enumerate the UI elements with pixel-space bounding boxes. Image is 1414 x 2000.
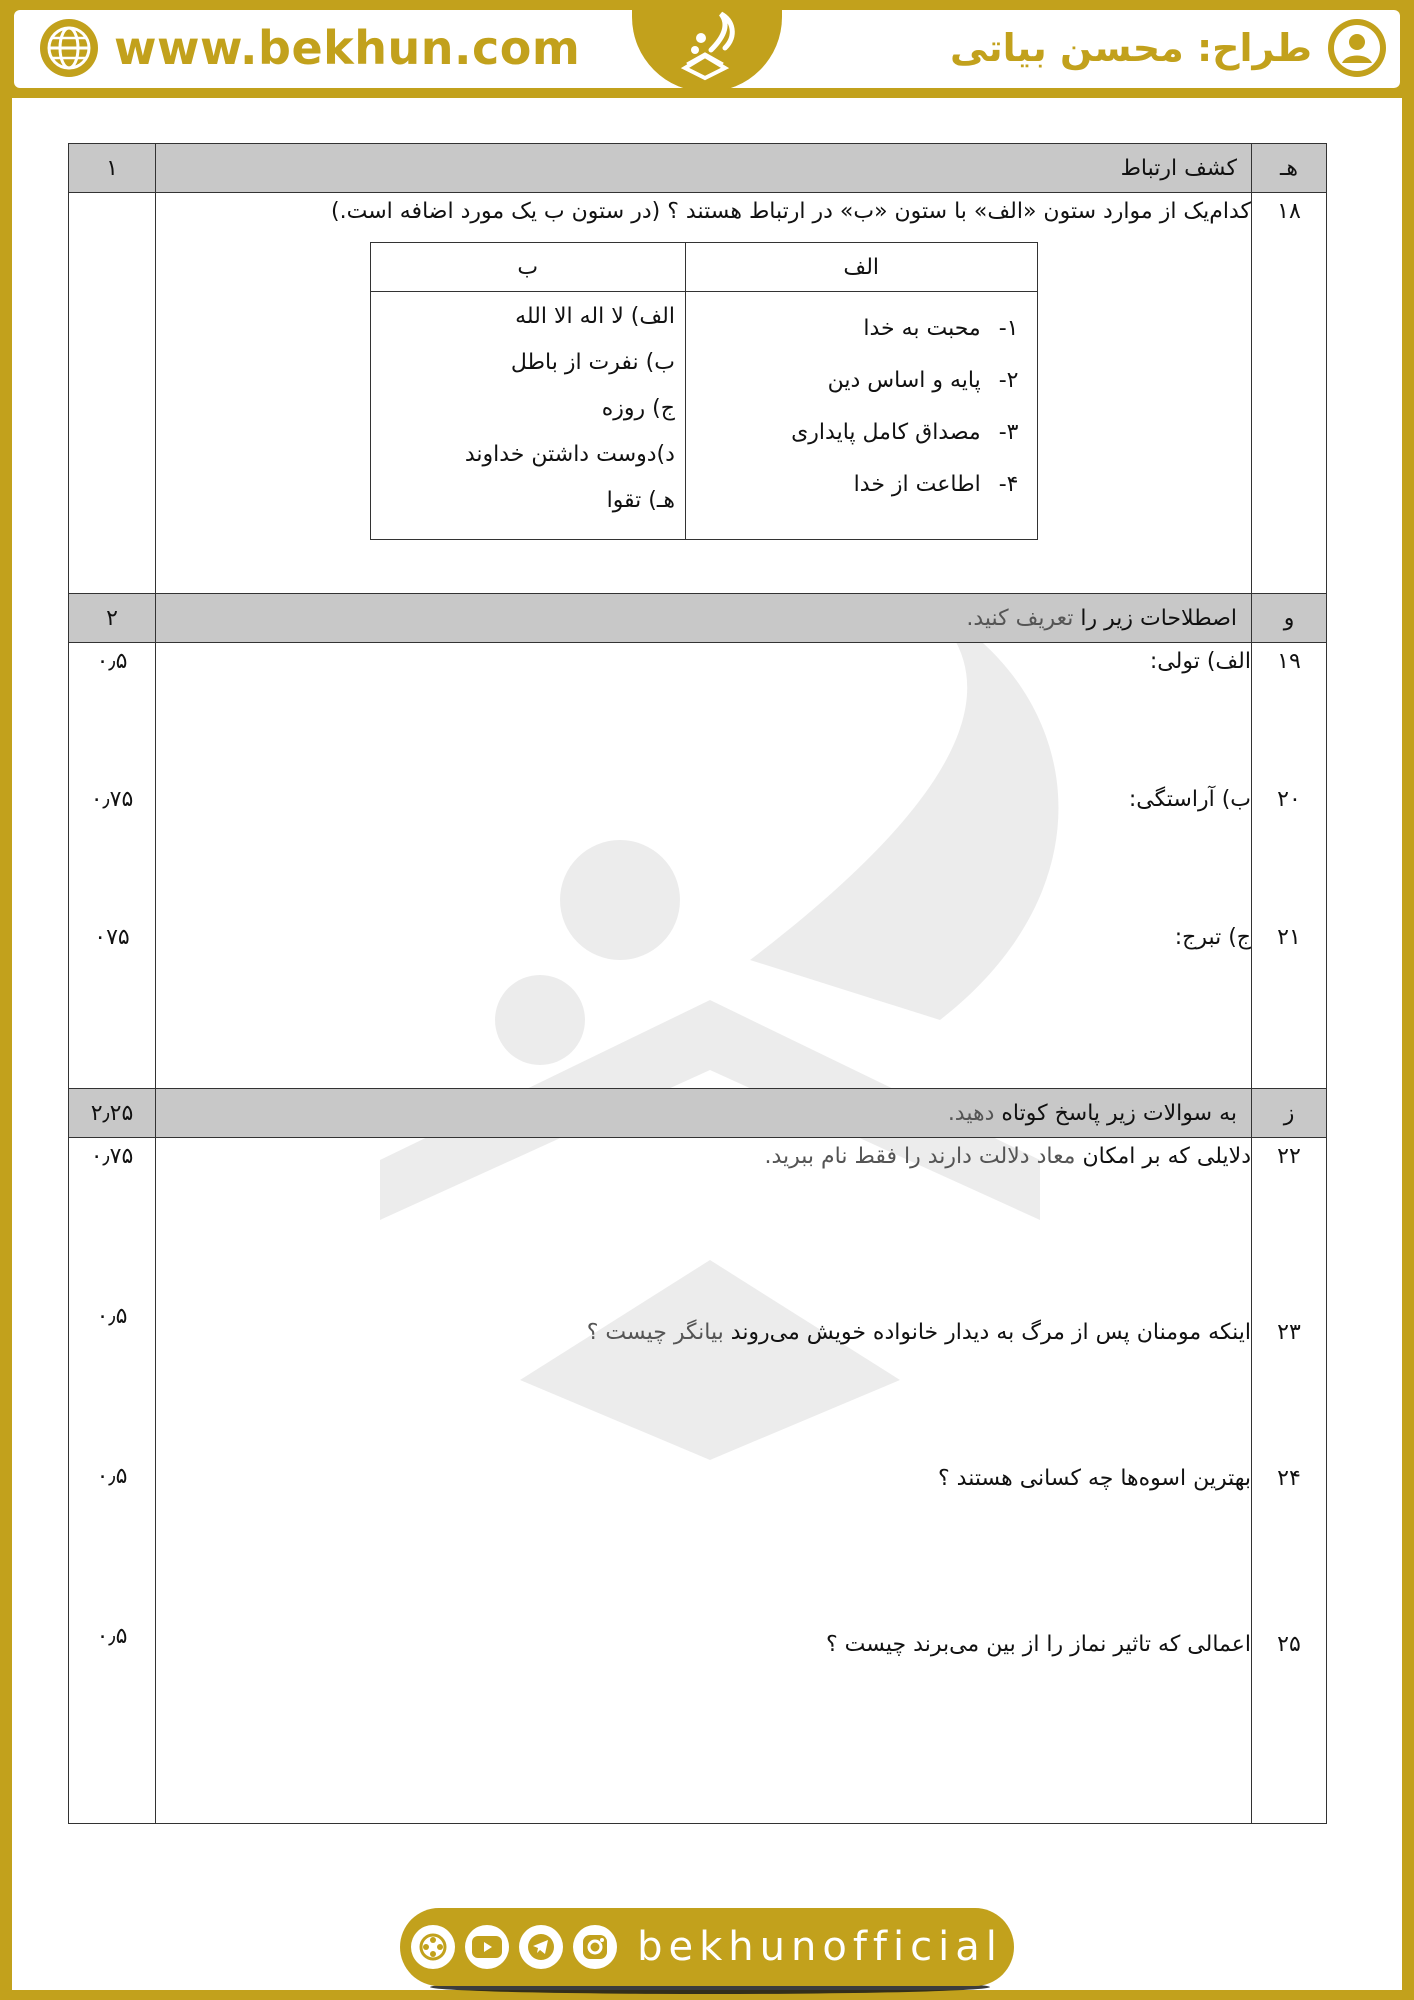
question-number: ۱۸ (1277, 199, 1301, 224)
column-a-item: ۴- اطاعت از خدا (853, 472, 1019, 497)
section-score: ۱ (69, 144, 156, 193)
questions-22-25-row (69, 1138, 1327, 1824)
website-url[interactable]: www.bekhun.com (114, 21, 581, 75)
instagram-icon[interactable] (573, 1925, 617, 1969)
designer-name: طراح: محسن بیاتی (949, 26, 1312, 70)
telegram-icon[interactable] (519, 1925, 563, 1969)
question-score: ۰٫۵ (96, 1464, 128, 1489)
section-letter: و (1252, 594, 1327, 643)
column-a (685, 292, 1037, 540)
question-text: الف) تولی: (1149, 649, 1251, 674)
column-b-item: الف) لا اله الا الله (515, 304, 675, 329)
column-b-item: هـ) تقوا (606, 488, 675, 513)
question-score: ۰۷۵ (94, 925, 130, 950)
youtube-icon[interactable] (465, 1925, 509, 1969)
section-letter: ز (1252, 1089, 1327, 1138)
question-text: بهترین اسوه‌ها چه کسانی هستند ؟ (937, 1466, 1251, 1491)
column-a-item: ۲- پایه و اساس دین (827, 368, 1019, 393)
exam-table (68, 143, 1327, 1824)
question-text: اینکه مومنان پس از مرگ به دیدار خانواده خویش می‌روند بیانگر چیست ؟ (586, 1320, 1251, 1345)
section-v-header (69, 594, 1327, 643)
matching-table (370, 242, 1038, 540)
question-number: ۲۳ (1277, 1320, 1301, 1345)
section-title: اصطلاحات زیر را تعریف کنید. (156, 594, 1252, 643)
social-handle[interactable]: bekhunofficial (637, 1924, 1003, 1970)
section-h-header (69, 144, 1327, 193)
question-score: ۰٫۷۵ (90, 787, 134, 812)
column-b-item: ب) نفرت از باطل (510, 350, 675, 375)
social-footer (400, 1908, 1014, 1986)
section-score: ۲ (69, 594, 156, 643)
question-score: ۰٫۵ (96, 1624, 128, 1649)
question-number: ۲۱ (1277, 925, 1301, 950)
section-letter: هـ (1252, 144, 1327, 193)
column-a-item: ۱- محبت به خدا (863, 316, 1019, 341)
question-score: ۰٫۵ (96, 1304, 128, 1329)
column-a-header: الف (685, 243, 1037, 292)
question-score: ۰٫۵ (96, 649, 128, 674)
column-b-item: د)دوست داشتن خداوند (464, 442, 675, 467)
section-z-header (69, 1089, 1327, 1138)
question-text: ب) آراستگی: (1128, 787, 1251, 812)
question-text: کدام‌یک از موارد ستون «الف» با ستون «ب» در ارتباط هستند ؟ (در ستون ب یک مورد اضافه است.) (331, 199, 1251, 224)
question-text: اعمالی که تاثیر نماز را از بین می‌برند چیست ؟ (826, 1632, 1251, 1657)
section-title: به سوالات زیر پاسخ کوتاه دهید. (156, 1089, 1252, 1138)
question-text: دلایلی که بر امکان معاد دلالت دارند را فقط نام ببرید. (764, 1144, 1251, 1169)
section-score: ۲٫۲۵ (69, 1089, 156, 1138)
question-number: ۲۴ (1277, 1466, 1301, 1491)
question-number: ۱۹ (1277, 649, 1301, 674)
column-b-item: ج) روزه (601, 396, 675, 421)
column-b-header: ب (370, 243, 685, 292)
aparat-icon[interactable] (411, 1925, 455, 1969)
question-18-row (69, 193, 1327, 594)
section-title: کشف ارتباط (156, 144, 1252, 193)
question-score: ۰٫۷۵ (90, 1144, 134, 1169)
question-number: ۲۲ (1277, 1144, 1301, 1169)
question-number: ۲۰ (1277, 787, 1301, 812)
question-text: ج) تبرج: (1174, 925, 1251, 950)
question-number: ۲۵ (1277, 1632, 1301, 1657)
column-a-item: ۳- مصداق کامل پایداری (791, 420, 1019, 445)
questions-19-21-row (69, 643, 1327, 1089)
column-b (370, 292, 685, 540)
